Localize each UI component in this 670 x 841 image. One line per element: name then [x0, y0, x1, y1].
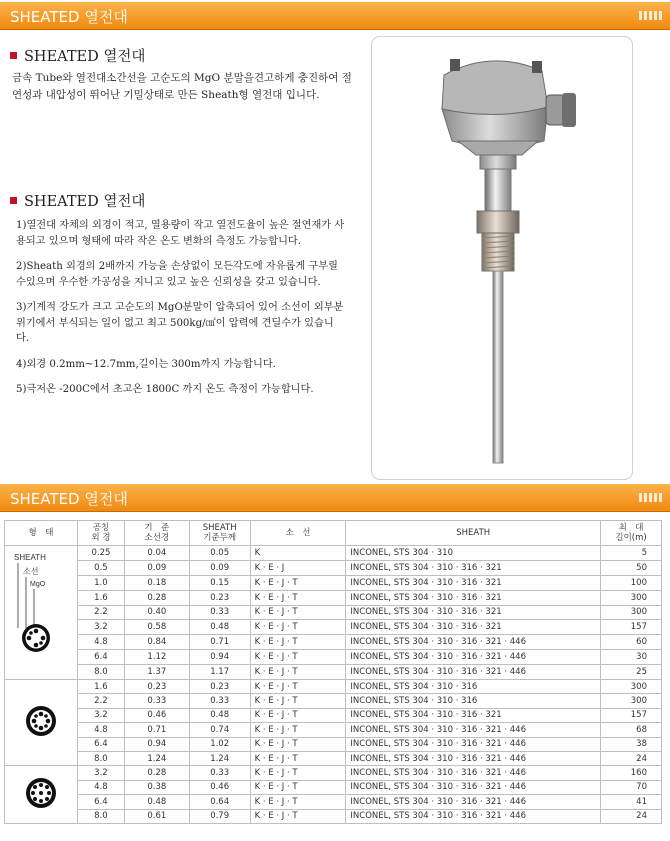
- table-row: [5, 680, 662, 694]
- sheath-material-cell: INCONEL, STS 304 · 310 · 316 · 321: [346, 560, 601, 575]
- wire-dia-cell: 1.37: [124, 665, 189, 680]
- wire-type-cell: K · E · J · T: [250, 694, 346, 708]
- thermocouple-illustration: [372, 37, 632, 479]
- thickness-cell: 0.09: [189, 560, 250, 575]
- max-length-cell: 24: [601, 751, 662, 765]
- max-length-cell: 50: [601, 560, 662, 575]
- type-figure-cell: [5, 766, 78, 824]
- thickness-cell: 0.05: [189, 546, 250, 561]
- section1-heading-text: SHEATED 열전대: [24, 49, 146, 65]
- wire-type-cell: K · E · J · T: [250, 665, 346, 680]
- wire-type-cell: K · E · J · T: [250, 575, 346, 590]
- wire-type-cell: K · E · J · T: [250, 795, 346, 809]
- table-row: [5, 575, 662, 590]
- type-figure-cell: [5, 546, 78, 680]
- wire-dia-cell: 0.71: [124, 723, 189, 737]
- table-row: [5, 795, 662, 809]
- max-length-cell: 100: [601, 575, 662, 590]
- od-cell: 0.25: [77, 546, 124, 561]
- sheath-material-cell: INCONEL, STS 304 · 310 · 316 · 321 · 446: [346, 795, 601, 809]
- thickness-cell: 0.33: [189, 694, 250, 708]
- thickness-cell: 0.46: [189, 780, 250, 794]
- wire-type-cell: K · E · J · T: [250, 737, 346, 751]
- od-cell: 8.0: [77, 809, 124, 823]
- wire-type-cell: K: [250, 546, 346, 561]
- max-length-cell: 300: [601, 680, 662, 694]
- od-cell: 8.0: [77, 751, 124, 765]
- max-length-cell: 300: [601, 590, 662, 605]
- sheath-material-cell: INCONEL, STS 304 · 310 · 316: [346, 694, 601, 708]
- od-cell: 1.0: [77, 575, 124, 590]
- max-length-cell: 41: [601, 795, 662, 809]
- table-row: [5, 766, 662, 780]
- top-title-bar: [0, 2, 670, 30]
- table-row: [5, 560, 662, 575]
- wire-type-cell: K · E · J · T: [250, 708, 346, 722]
- table-header-row: [5, 521, 662, 546]
- sheath-material-cell: INCONEL, STS 304 · 310 · 316 · 321: [346, 605, 601, 620]
- od-cell: 4.8: [77, 723, 124, 737]
- duplex-cross-section-icon: [21, 701, 61, 741]
- od-cell: 8.0: [77, 665, 124, 680]
- od-cell: 6.4: [77, 795, 124, 809]
- max-length-cell: 5: [601, 546, 662, 561]
- table-row: [5, 546, 662, 561]
- feature-item: 3)기계적 강도가 크고 고순도의 MgO분말이 압축되어 있어 소선이 외부분위기에서 부식되는 일이 없고 최고 500kg/㎠이 압력에 견딜수가 있습니다.: [16, 302, 344, 344]
- od-cell: 1.6: [77, 680, 124, 694]
- bullet-square-icon: [10, 52, 17, 59]
- table-row: [5, 780, 662, 794]
- max-length-cell: 300: [601, 694, 662, 708]
- table-row: [5, 694, 662, 708]
- feature-item: 4)외경 0.2mm~12.7mm,길이는 300m까지 가능합니다.: [16, 358, 276, 370]
- od-cell: 4.8: [77, 635, 124, 650]
- od-cell: 3.2: [77, 620, 124, 635]
- section1-heading: [10, 45, 145, 66]
- od-cell: 2.2: [77, 605, 124, 620]
- table-row: [5, 751, 662, 765]
- table-row: [5, 723, 662, 737]
- header-wire-dia: 기 준 소선경: [124, 521, 189, 546]
- wire-type-cell: K · E · J · T: [250, 620, 346, 635]
- bar-dots-decoration: [639, 11, 662, 20]
- header-sheath: SHEATH: [346, 521, 601, 546]
- thickness-cell: 0.74: [189, 723, 250, 737]
- label-sheath: SHEATH: [13, 553, 46, 562]
- thickness-cell: 0.64: [189, 795, 250, 809]
- wire-dia-cell: 0.23: [124, 680, 189, 694]
- wire-dia-cell: 1.12: [124, 650, 189, 665]
- header-thickness: SHEATH 기준두께: [189, 521, 250, 546]
- table-row: [5, 590, 662, 605]
- od-cell: 2.2: [77, 694, 124, 708]
- wire-dia-cell: 0.48: [124, 795, 189, 809]
- thickness-cell: 0.23: [189, 680, 250, 694]
- wire-dia-cell: 0.94: [124, 737, 189, 751]
- sheath-material-cell: INCONEL, STS 304 · 310 · 316 · 321: [346, 575, 601, 590]
- max-length-cell: 157: [601, 620, 662, 635]
- max-length-cell: 24: [601, 809, 662, 823]
- thickness-cell: 0.79: [189, 809, 250, 823]
- triplex-cross-section-icon: [21, 773, 61, 813]
- table-row: [5, 605, 662, 620]
- wire-dia-cell: 0.28: [124, 766, 189, 780]
- table-row: [5, 737, 662, 751]
- sheath-material-cell: INCONEL, STS 304 · 310 · 316 · 321 · 446: [346, 766, 601, 780]
- header-max-length: 최 대 길이(m): [601, 521, 662, 546]
- header-od: 공칭 외 경: [77, 521, 124, 546]
- max-length-cell: 60: [601, 635, 662, 650]
- thickness-cell: 0.48: [189, 708, 250, 722]
- table-title-bar: [0, 484, 670, 512]
- features-list: [16, 218, 346, 408]
- section2-heading-text: SHEATED 열전대: [24, 194, 146, 210]
- sheath-material-cell: INCONEL, STS 304 · 310 · 316 · 321 · 446: [346, 635, 601, 650]
- wire-type-cell: K · E · J · T: [250, 766, 346, 780]
- type-figure-cell: [5, 680, 78, 766]
- spec-table: [4, 520, 662, 824]
- wire-dia-cell: 0.84: [124, 635, 189, 650]
- top-title: SHEATED 열전대: [10, 8, 128, 26]
- max-length-cell: 157: [601, 708, 662, 722]
- wire-dia-cell: 0.09: [124, 560, 189, 575]
- sheath-material-cell: INCONEL, STS 304 · 310 · 316 · 321 · 446: [346, 650, 601, 665]
- sheath-material-cell: INCONEL, STS 304 · 310 · 316: [346, 680, 601, 694]
- bar-dots-decoration: [639, 493, 662, 502]
- sheath-material-cell: INCONEL, STS 304 · 310 · 316 · 321 · 446: [346, 665, 601, 680]
- wire-dia-cell: 0.04: [124, 546, 189, 561]
- wire-dia-cell: 0.33: [124, 694, 189, 708]
- sheath-material-cell: INCONEL, STS 304 · 310 · 316 · 321 · 446: [346, 737, 601, 751]
- thickness-cell: 0.23: [189, 590, 250, 605]
- table-row: [5, 809, 662, 823]
- wire-type-cell: K · E · J · T: [250, 650, 346, 665]
- od-cell: 6.4: [77, 650, 124, 665]
- wire-type-cell: K · E · J · T: [250, 590, 346, 605]
- sheath-material-cell: INCONEL, STS 304 · 310 · 316 · 321 · 446: [346, 723, 601, 737]
- header-type: 형 태: [5, 521, 78, 546]
- sheath-material-cell: INCONEL, STS 304 · 310 · 316 · 321: [346, 590, 601, 605]
- wire-type-cell: K · E · J · T: [250, 751, 346, 765]
- label-wire: 소선: [22, 567, 39, 576]
- wire-type-cell: K · E · J · T: [250, 809, 346, 823]
- wire-dia-cell: 0.58: [124, 620, 189, 635]
- max-length-cell: 68: [601, 723, 662, 737]
- thickness-cell: 0.94: [189, 650, 250, 665]
- od-cell: 1.6: [77, 590, 124, 605]
- wire-dia-cell: 0.46: [124, 708, 189, 722]
- wire-type-cell: K · E · J: [250, 560, 346, 575]
- feature-item: 2)Sheath 외경의 2배까지 가능을 손상없이 모든각도에 자유롭게 구부릴수있으며 우수한 가공성을 지니고 있고 높은 신뢰성을 갖고 있습니다.: [16, 261, 338, 288]
- wire-type-cell: K · E · J · T: [250, 635, 346, 650]
- feature-item: 5)극저온 -200C에서 초고온 1800C 까지 온도 측정이 가능합니다.: [16, 384, 314, 395]
- sheath-material-cell: INCONEL, STS 304 · 310 · 316 · 321 · 446: [346, 809, 601, 823]
- table-row: [5, 620, 662, 635]
- wire-type-cell: K · E · J · T: [250, 723, 346, 737]
- thickness-cell: 0.15: [189, 575, 250, 590]
- wire-dia-cell: 0.38: [124, 780, 189, 794]
- thickness-cell: 0.33: [189, 766, 250, 780]
- thickness-cell: 0.71: [189, 635, 250, 650]
- section2-heading: [10, 190, 145, 211]
- sheath-material-cell: INCONEL, STS 304 · 310 · 316 · 321 · 446: [346, 780, 601, 794]
- table-title: SHEATED 열전대: [10, 490, 128, 508]
- thickness-cell: 0.33: [189, 605, 250, 620]
- label-mgo: MgO: [29, 581, 46, 588]
- od-cell: 0.5: [77, 560, 124, 575]
- wire-dia-cell: 0.40: [124, 605, 189, 620]
- max-length-cell: 160: [601, 766, 662, 780]
- feature-item: 1)열전대 자체의 외경이 적고, 열용량이 작고 열전도율이 높은 절연재가 사용되고 있으며 형태에 따라 작은 온도 변화의 측정도 가능합니다.: [16, 220, 345, 247]
- od-cell: 4.8: [77, 780, 124, 794]
- max-length-cell: 25: [601, 665, 662, 680]
- sheath-cross-section-diagram: [6, 546, 76, 676]
- thickness-cell: 1.02: [189, 737, 250, 751]
- wire-dia-cell: 0.18: [124, 575, 189, 590]
- sheath-material-cell: INCONEL, STS 304 · 310: [346, 546, 601, 561]
- wire-type-cell: K · E · J · T: [250, 680, 346, 694]
- table-row: [5, 650, 662, 665]
- thickness-cell: 1.17: [189, 665, 250, 680]
- od-cell: 6.4: [77, 737, 124, 751]
- sheath-material-cell: INCONEL, STS 304 · 310 · 316 · 321: [346, 620, 601, 635]
- max-length-cell: 300: [601, 605, 662, 620]
- thickness-cell: 1.24: [189, 751, 250, 765]
- table-row: [5, 708, 662, 722]
- od-cell: 3.2: [77, 766, 124, 780]
- sheath-material-cell: INCONEL, STS 304 · 310 · 316 · 321 · 446: [346, 751, 601, 765]
- max-length-cell: 70: [601, 780, 662, 794]
- product-photo-frame: [371, 36, 633, 480]
- max-length-cell: 30: [601, 650, 662, 665]
- sheath-material-cell: INCONEL, STS 304 · 310 · 316 · 321: [346, 708, 601, 722]
- header-wire: 소 선: [250, 521, 346, 546]
- wire-dia-cell: 0.61: [124, 809, 189, 823]
- table-row: [5, 635, 662, 650]
- section1-text: 금속 Tube와 열전대소간선을 고순도의 MgO 분말을견고하게 충진하여 절연성과 내압성이 뛰어난 기밀상태로 만든 Sheath형 열전대 입니다.: [12, 72, 352, 101]
- table-row: [5, 665, 662, 680]
- wire-dia-cell: 0.28: [124, 590, 189, 605]
- max-length-cell: 38: [601, 737, 662, 751]
- wire-type-cell: K · E · J · T: [250, 780, 346, 794]
- thickness-cell: 0.48: [189, 620, 250, 635]
- bullet-square-icon: [10, 197, 17, 204]
- od-cell: 3.2: [77, 708, 124, 722]
- wire-type-cell: K · E · J · T: [250, 605, 346, 620]
- wire-dia-cell: 1.24: [124, 751, 189, 765]
